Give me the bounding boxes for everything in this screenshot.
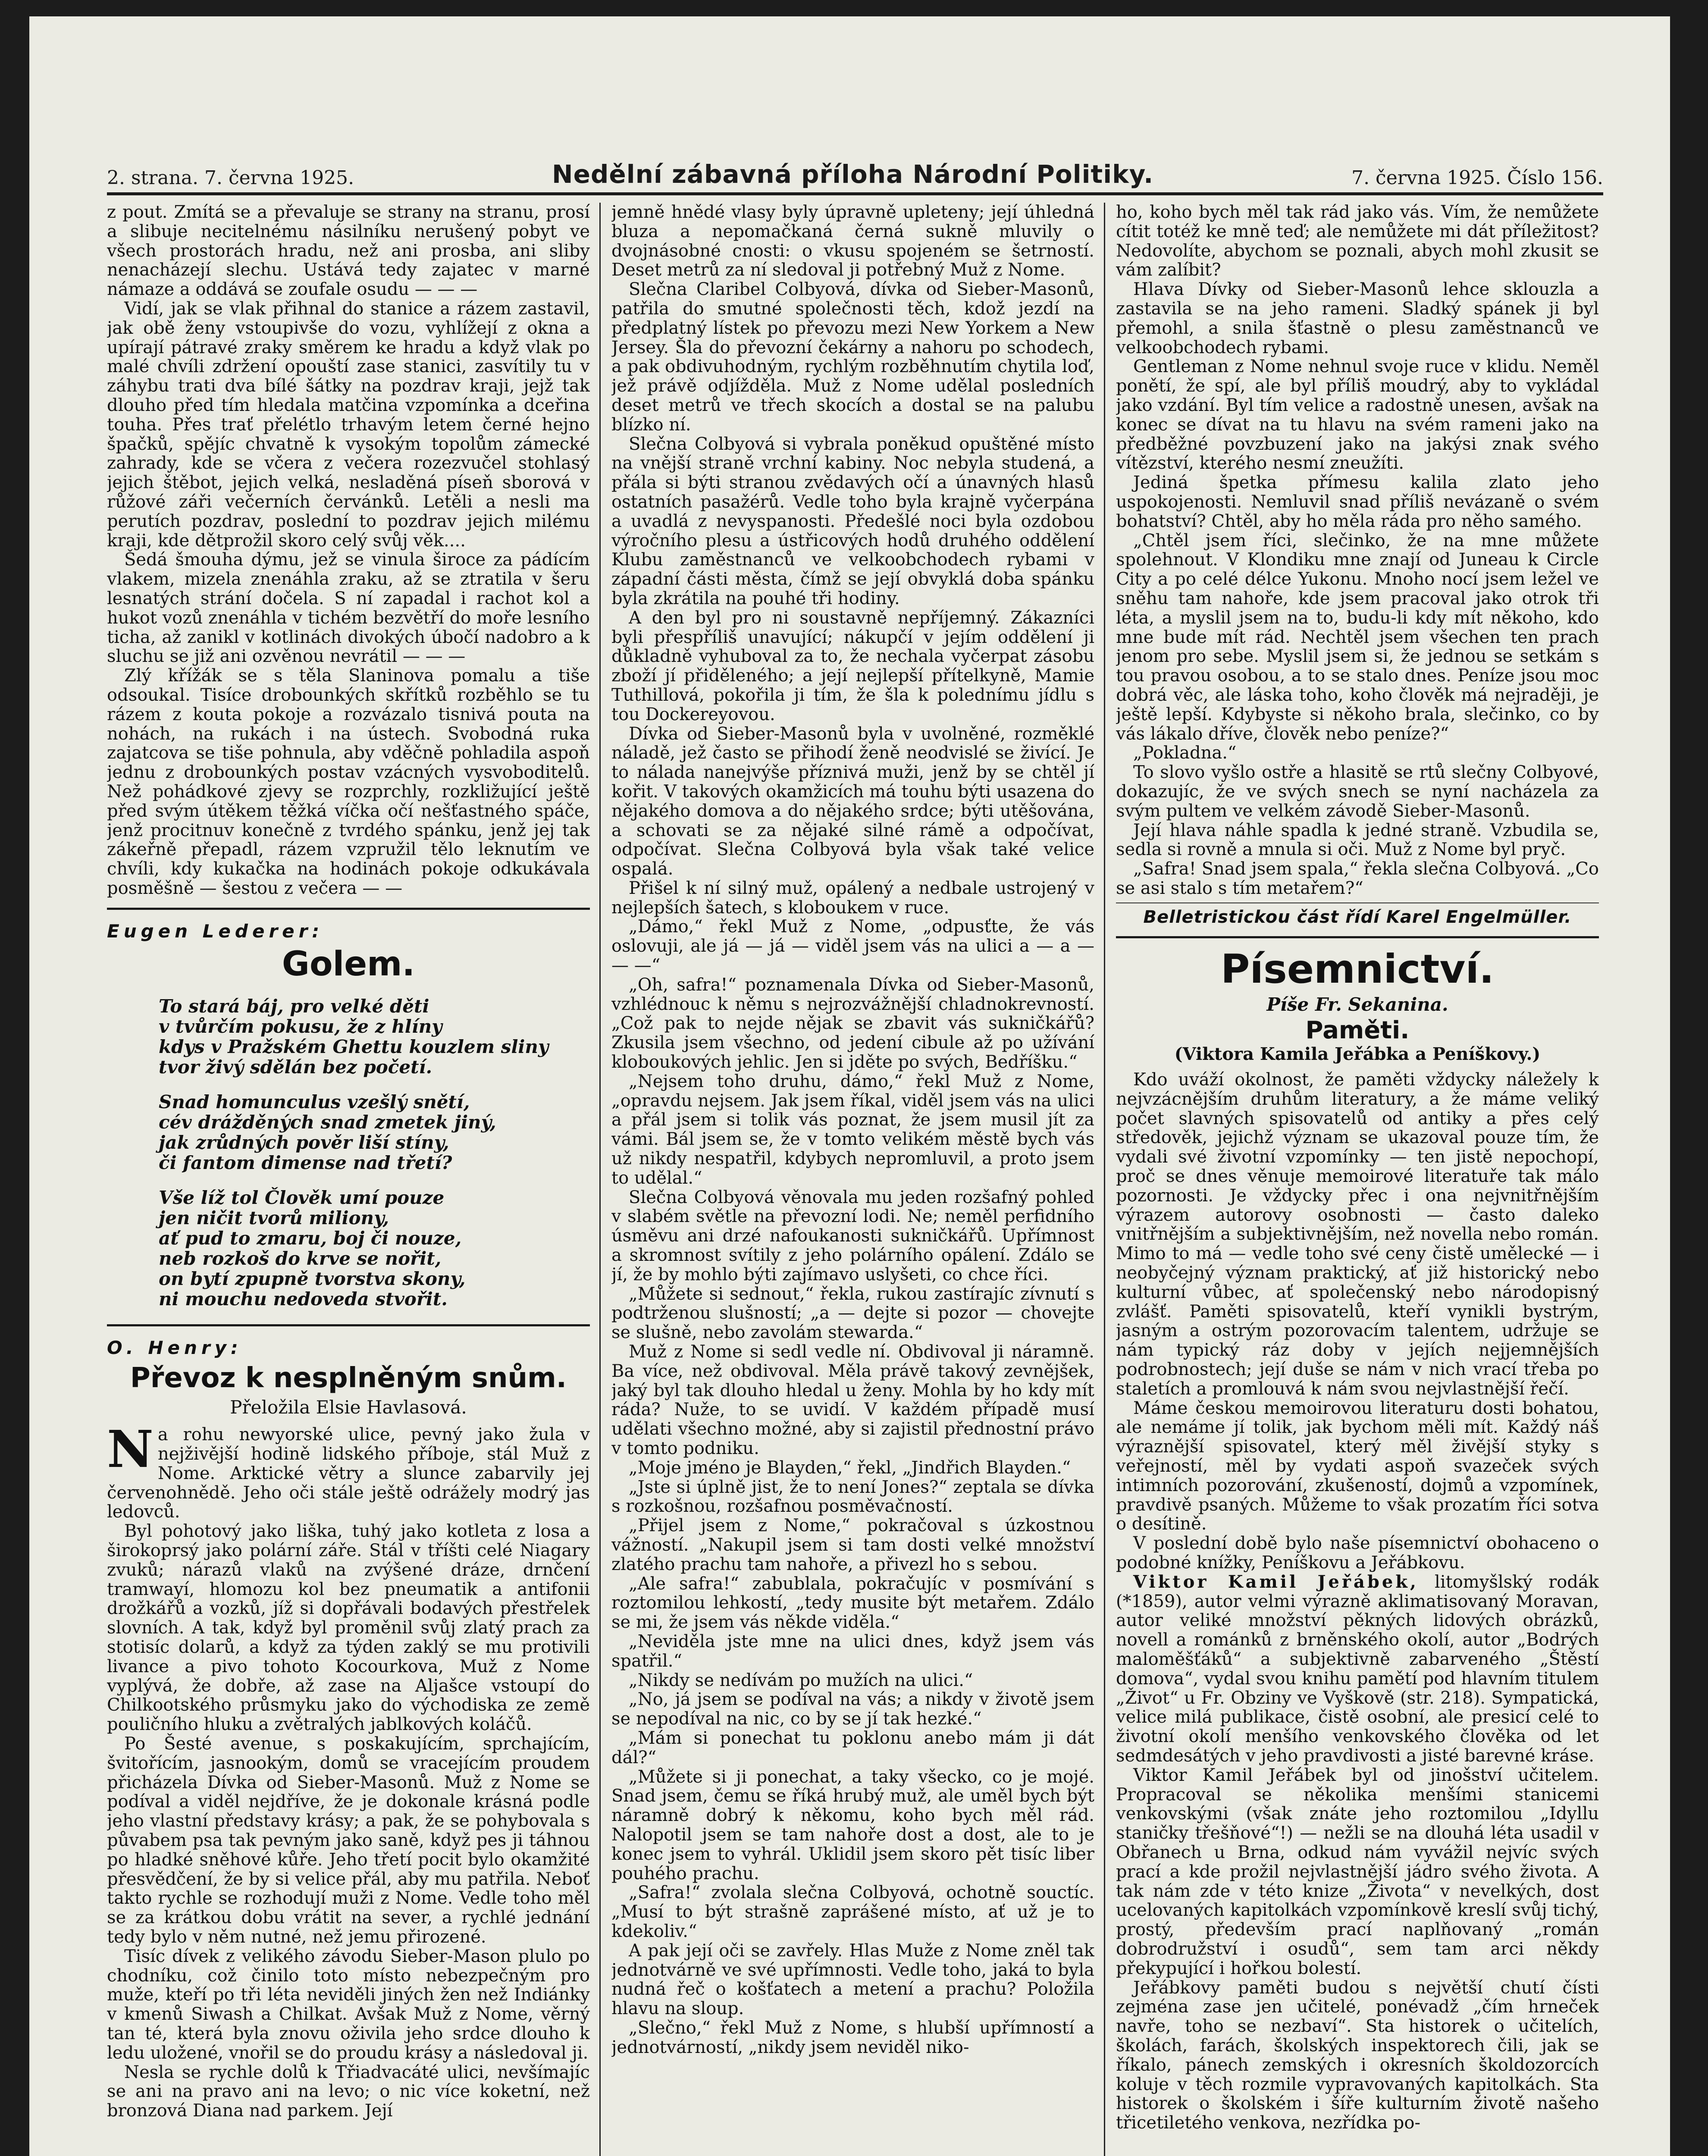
paragraph: Nesla se rychle dolů k Třiadvacáté ulici, nevšímajíc se ani na pravo ani na levo; o nic více koketní, než bronzová Diana nad parkem. Její xyxy=(107,2062,590,2121)
paragraph: „Ale safra!“ zabublala, pokračujíc v posmívání s roztomilou lehkostí, „tedy musite být metařem. Zdálo se mi, že jsem vás někde viděla.“ xyxy=(611,1573,1094,1633)
paragraph: „Můžete si ji ponechat, a taky všecko, co je mojé. Snad jsem, čemu se říká hrubý muž, ale uměl bych být náramně dobrý k někomu, koho bych měl rád. Nalopotil jsem se tam nahoře dost a dost, ale to je konec jsem to vyhrál. Uklidil jsem skoro pět tisíc liber pouhého prachu. xyxy=(611,1767,1094,1883)
paragraph: „Dámo,“ řekl Muž z Nome, „odpusťte, že vás oslovuji, ale já — já — viděl jsem vás na ulici a — a — — —“ xyxy=(611,917,1094,976)
paragraph: Viktor Kamil Jeřábek byl od jinošství učitelem. Propracoval se několika menšími stanicemi venkovskými (však znáte jeho roztomilou „Idyllu staničky třešňové“!) — nežli se na dlouhá léta usadil v Obřanech u Brna, odkud nám vyvážil nejvíc svých prací a kde prožil nejvlastnější jádro svého života. A tak nám zde v této knize „Života“ v nevelkých, dost ucelovaných kapitolkách vzpomínkově kreslí svůj tichý, prostý, především prací naplňovaný „román dobrodružství i osudů“, sem tam arci někdy překypující i hořkou bolestí. xyxy=(1116,1765,1599,1978)
section-byline: Píše Fr. Sekanina. xyxy=(1266,993,1448,1015)
poem-stanza xyxy=(159,1092,590,1173)
paragraph: V poslední době bylo naše písemnictví obohaceno o podobné knížky, Peníškovu a Jeřábkovu. xyxy=(1116,1533,1599,1573)
paragraph: Slečna Claribel Colbyová, dívka od Sieber-Masonů, patřila do smutné společnosti těch, kdož jezdí na předplatný lístek po převozu mezi New Yorkem a New Jersey. Šla do převozní čekárny a nahoru po schodech, a pak obdivuhodným, rychlým rozběhnutím chytila loď, jež právě odjížděla. Muž z Nome udělal posledních deset metrů ve třech skocích a dostal se na palubu blízko ní. xyxy=(611,279,1094,435)
paragraph xyxy=(1116,1573,1599,1766)
paragraph: „Moje jméno je Blayden,“ řekl, „Jindřich Blayden.“ xyxy=(629,1457,1071,1478)
paragraph: „Safra! Snad jsem spala,“ řekla slečna Colbyová. „Co se asi stalo s tím metařem?“ xyxy=(1116,859,1599,898)
paragraph: Slečna Colbyová si vybrala poněkud opuštěné místo na vnější straně vrchní kabiny. Noc nebyla studená, a přála si býti stranou zvědavých očí a únavných hlasů ostatních pasažérů. Vedle toho byla krajně vyčerpána a uvadlá z nevyspanosti. Předešlé noci byla ozdobou výročního plesu a ústřicových hodů druhého oddělení Klubu zaměstnanců ve velkoobchodech rybami v západní části města, čímž se její obvyklá doba spánku byla zkrátila na pouhé tři hodiny. xyxy=(611,434,1094,608)
poem-line: jen ničit tvorů miliony, xyxy=(159,1207,389,1229)
header-masthead: Nedělní zábavná příloha Národní Politiky. xyxy=(552,160,1154,189)
paragraph: jemně hnědé vlasy byly úpravně upleteny; její úhledná bluza a nepomačkaná černá sukně mluvily o dvojnásobné cnosti: o vkusu spojeném se šetrností. Deset metrů za ní sledoval ji potřebný Muž z Nome. xyxy=(611,203,1094,280)
poem-line: cév drážděných snad zmetek jiný, xyxy=(159,1112,496,1133)
editor-note: Belletristickou část řídí Karel Engelmüller. xyxy=(1143,907,1572,927)
poem-title: Golem. xyxy=(282,944,415,984)
column-divider xyxy=(599,203,601,2156)
paragraph: z pout. Zmítá se a převaluje se strany na stranu, prosí a slibuje necitelnému násilníku nerušený pobyt ve všech prostorách hradu, než ani prosba, ani sliby nenacházejí slechu. Ustává tedy zajatec v marné námaze a oddává se zoufale osudu — — — xyxy=(107,203,590,300)
drop-cap: N xyxy=(107,1419,154,1479)
paragraph: Vidí, jak se vlak přihnal do stanice a rázem zastavil, jak obě ženy vstoupivše do vozu, vyhlížejí z okna a upírají pátravé zraky směrem ke hradu a když vlak po malé chvíli zdržení opouští zase stanici, zasvítily tu v záhybu trati dva bílé šátky na pozdrav kraji, jejž tak dlouho před tím hledala matčina vzpomínka a dceřina touha. Přes trať přelétlo trhavým letem černé hejno špačků, spějíc chvatně k vysokým topolům zámecké zahrady, kde se včera z večera rozezvučel stohlasý jejich štěbot, jejich velká, nesladěná píseň sborová v růžové záři večerních červánků. Letěli a nesli ma perutích pozdrav, poslední to pozdrav jejich milému kraji, kde dětprožil skoro celý svůj věk.... xyxy=(107,298,590,551)
paragraph: „Oh, safra!“ poznamenala Dívka od Sieber-Masonů, vzhlédnouc k němu s nejrozvážnější chladnokrevností. „Což pak to nejde nějak se zbavit vás sukničkářů? Zkusila jsem všechno, od jedení cibule až po užívání kloboukových jehlic. Jen si jděte po svých, Bedříšku.“ xyxy=(611,975,1094,1072)
section-divider xyxy=(1116,936,1599,938)
poem-line: neb rozkoš do krve se nořit, xyxy=(159,1248,442,1269)
header-date-left: 2. strana. 7. června 1925. xyxy=(107,167,354,189)
paragraph: ho, koho bych měl tak rád jako vás. Vím, že nemůžete cítit totéž ke mně teď; ale nemůžete mi dát příležitost? Nedovolíte, abychom se poznali, abych mohl zkusit se vám zalíbit? xyxy=(1116,203,1599,280)
paragraph: Po Šesté avenue, s poskakujícím, sprchajícím, švitořícím, jasnookým, domů se vracejícím proudem přicházela Dívka od Sieber-Masonů. Muž z Nome se podíval a viděl nejdříve, že je dokonale krásná podle jeho vlastní představy krásy; a pak, že se pohybovala s půvabem psa tak pevným jako saně, když pes ji táhnou po hladké sněhové kůře. Jeho třetí pocit bylo okamžité přesvědčení, že by si velice přál, aby mu patřila. Neboť takto rychle se rozhodují muži z Nome. Vedle toho měl se za krátkou dobu vrátit na sever, a rychlé jednání tedy bylo v něm nutné, než jemu přirozené. xyxy=(107,1734,590,1947)
paragraph: Máme českou memoirovou literaturu dosti bohatou, ale nemáme jí tolik, jak bychom měli mít. Každý náš výraznější spisovatel, který měl živější styky s veřejností, měl by vydati aspoň svazeček svých intimních pozorování, zkušeností, dojmů a vzpomínek, pravdivě psaných. Můžeme to však prozatím říci sotva o desítině. xyxy=(1116,1398,1599,1534)
paragraph: „No, já jsem se podíval na vás; a nikdy v životě jsem se nepodíval na nic, co by se jí tak hezké.“ xyxy=(611,1689,1094,1729)
paragraph: A den byl pro ni soustavně nepříjemný. Zákazníci byli přespříliš unavující; nákupčí v jejím oddělení ji důkladně vyhuboval za to, že nechala vyčerpat zásobu zboží jí přiděleného; a její nejlepší přítelkyně, Mamie Tuthillová, pokořila ji tím, že šla k polednímu jídlu s tou Dockereyovou. xyxy=(611,608,1094,724)
poem-line: ni mouchu nedoveda stvořit. xyxy=(159,1288,448,1310)
story-translator: Přeložila Elsie Havlasová. xyxy=(230,1397,467,1418)
poem xyxy=(159,996,590,1309)
section-divider xyxy=(107,908,590,910)
paragraph: Slečna Colbyová věnovala mu jeden rozšafný pohled v slabém světle na převozní lodi. Ne; neměl perfidního úsměvu ani drzé nafoukanosti sukničkářů. Upřímnost a skromnost svítily z jeho polárního opálení. Zdálo se jí, že by mohlo býti zajímavo uslyšeti, co chce říci. xyxy=(611,1187,1094,1285)
column-3 xyxy=(1116,203,1599,2156)
paragraph: Kdo uváží okolnost, že paměti vždycky náležely k nejvzácnějším druhům literatury, a že máme veliký počet slavných spisovatelů od antiky a přes celý středověk, jejichž význam se ukazoval pouze tím, že vydali své životní vzpomínky — ten jistě nepochopí, proč se dnes věnuje memoirové literatuře tak málo pozornosti. Je vždycky přec i ona nejvnitřnějším výrazem autorovy osobnosti — často daleko vnitřnějším a subjektivnějším, než novella nebo román. Mimo to má — vedle toho své ceny čistě umělecké — i neobyčejný význam praktický, ať již historický nebo kulturní vůbec, ať společenský nebo národopisný zvlášť. Paměti spisovatelů, kteří vynikli bystrým, jasným a ostrým pozorovacím talentem, udržuje se nám typický ráz doby v jejích nejjemnějších podrobnostech; její duše se nám v nich vrací třeba po staletích a promlouvá k nám svou nejvlastnější řečí. xyxy=(1116,1070,1599,1399)
poem-stanza xyxy=(159,1188,590,1309)
paragraph: A pak její oči se zavřely. Hlas Muže z Nome zněl tak jednotvárně ve své upřímnosti. Vedle toho, jaká to byla nudná řeč o košťatech a metení a prachu? Položila hlavu na sloup. xyxy=(611,1940,1094,2019)
paragraph: Jediná špetka přímesu kalila zlato jeho uspokojenosti. Nemluvil snad příliš nevázaně o svém bohatství? Chtěl, aby ho měla ráda pro něho samého. xyxy=(1116,473,1599,531)
paragraph: Jeřábkovy paměti budou s největší chutí čísti zejména zase jen učitelé, ponévadž „čím hrneček navře, toho se nezbaví“. Sta historek o učitelích, školách, farách, školských inspektorech čili, jak se říkalo, pánech zemských i okresních školdozorcích koluje v těch rozmile vypravovaných kapitolkách. Sta historek o školském i šíře kulturním životě našeho třicetiletého venkova, nezřídka po- xyxy=(1116,1977,1599,2133)
column-2 xyxy=(611,203,1094,2156)
poem-line: v tvůrčím pokusu, že z hlíny xyxy=(159,1016,442,1037)
paragraph: „Pokladna.“ xyxy=(1133,743,1237,763)
poem-line: ať pud to zmaru, boj či nouze, xyxy=(159,1228,462,1249)
paragraph: „Přijel jsem z Nome,“ pokračoval s úzkostnou vážností. „Nakupil jsem si tam dosti velké množství zlatého prachu tam nahoře, a přivezl ho s sebou. xyxy=(611,1516,1094,1574)
story-title: Převoz k nesplněným snům. xyxy=(130,1362,567,1394)
poem-line: jak zrůdných pověr liší stíny, xyxy=(159,1132,449,1153)
column-divider xyxy=(1104,203,1105,2156)
paragraph: Byl pohotový jako liška, tuhý jako kotleta z losa a širokoprsý jako polární záře. Stál v tříšti celé Niagary zvuků; nárazů vlaků na zvýšené dráze, drnčení tramwayí, hlomozu kol bez pneumatik a antifonii drožkářů a vozků, jíž si dopřávali bodavých přestřelek slovních. A tak, když byl proměnil svůj zlatý prach za stotisíc dolarů, a když za týden zaklý se mu protivili livance a pivo tohoto Kocourkova, Muž z Nome vyplývá, že dobře, až zase na Aljašce vstoupí do Chilkootského průsmyku jako do východiska ze země pouličního hluku a zvětralých jablkových koláčů. xyxy=(107,1521,590,1735)
paragraph: Šedá šmouha dýmu, jež se vinula široce za pádícím vlakem, mizela znenáhla zraku, až se ztratila v šeru lesnatých strání dočela. S ní zapadal i rachot kol a hukot vozů znenáhla v tichém bezvětří do moře lesního ticha, až zanikl v kotlinách divokých úbočí nadobro a k sluchu se již ani ozvěnou nevrátil — — — xyxy=(107,550,590,667)
paragraph: „Můžete si sednout,“ řekla, rukou zastírajíc zívnutí s podtrženou slušností; „a — dejte si pozor — chovejte se slušně, nebo zavolám stewarda.“ xyxy=(611,1284,1094,1343)
paragraph: Dívka od Sieber-Masonů byla v uvolněné, rozměklé náladě, jež často se přihodí ženě neodvislé se živící. Je to nálada nanejvýše příznivá muži, jenž by se chtěl jí kořit. V takových okamžicích má touhu býti usazena do nějakého domova a do nějakého srdce; býti utěšována, a schovati se za nějaké silné rámě a odpočívat, odpočívat. Slečna Colbyová byla však také velice ospalá. xyxy=(611,724,1094,879)
header-rule xyxy=(107,192,1603,195)
column-1 xyxy=(107,203,590,2156)
paragraph-text: a rohu newyorské ulice, pevný jako žula v nejživější hodině lidského příboje, stál Muž z Nome. Arktické větry a slunce zabarvily jej červenohnědě. Jeho oči stále ještě odrážely modrý jas ledovců. xyxy=(107,1425,590,1522)
paragraph: Muž z Nome si sedl vedle ní. Obdivoval ji náramně. Ba více, než obdivoval. Měla právě takový zevnějšek, jaký byl tak dlouho hledal u ženy. Mohla by ho kdy mít ráda? Nuže, to se uvidí. V každém případě musí udělati všechno možné, aby si zajistil přednostní právo v tomto podniku. xyxy=(611,1342,1094,1458)
poem-stanza xyxy=(159,996,590,1077)
article-title: Paměti. xyxy=(1305,1016,1410,1044)
page-header xyxy=(107,146,1603,189)
person-name: Viktor Kamil Jeřábek, xyxy=(1133,1571,1419,1592)
poem-line: To stará báj, pro velké děti xyxy=(159,996,429,1017)
paragraph: „Nikdy se nedívám po mužích na ulici.“ xyxy=(629,1670,973,1690)
paragraph: Hlava Dívky od Sieber-Masonů lehce sklouzla a zastavila se na jeho rameni. Sladký spánek ji byl přemohl, a snila šťastně o plesu zaměstnanců ve velkoobchodech rybami. xyxy=(1116,279,1599,357)
paragraph: Její hlava náhle spadla k jedné straně. Vzbudila se, sedla si rovně a mnula si oči. Muž z Nome byl pryč. xyxy=(1116,820,1599,860)
poem-line: či fantom dimense nad třetí? xyxy=(159,1152,452,1174)
story-author: O. Henry: xyxy=(107,1337,242,1358)
paragraph-text: litomyšlský rodák (*1859), autor velmi výrazně aklimatisovaný Moravan, autor veliké množství pěkných lidových obrázků, novell a románků z brněnského okolí, autor „Bodrých maloměšťáků“ a subjektivně zabarveného „Štěstí domova“, vydal svou knihu pamětí pod hlavním titulem „Život“ u Fr. Obziny ve Vyškově (str. 218). Sympatická, velice milá publikace, čistě osobní, ale presicí celé to životní okolí menšího venkovského člověka od let sedmdesátých v jeho pravdivosti a jisté barevné kráse. xyxy=(1116,1572,1599,1766)
newspaper-page xyxy=(29,16,1670,2156)
paragraph: Gentleman z Nome nehnul svoje ruce v klidu. Neměl ponětí, že spí, ale byl příliš moudrý, aby to vykládal jako vzdání. Byl tím velice a radostně unesen, avšak na konec se dívat na tu hlavu na svém rameni jako na předběžné povzbuzení jako na jakýsi znak svého vítězství, kterého nesmí zneužíti. xyxy=(1116,357,1599,473)
paragraph: Zlý křížák se s těla Slaninova pomalu a tiše odsoukal. Tisíce drobounkých skřítků rozběhlo se tu rázem z kouta pokoje a rozvázalo tisnivá pouta na nohách, na rukách i na ústech. Svobodná ruka zajatcova se tiše pohnula, aby vděčně pohladila aspoň jednu z drobounkých postav vzácných vysvoboditelů. Než pohádkové zjevy se rozprchly, rozkližující ještě před svým útěkem těžká víčka očí nešťastného spáče, jenž procitnuv konečně z tvrdého spánku, jenž jej tak zákeřně přepadl, rázem vzpružil tělo leknutím ve chvíli, kdy kukačka na hodinách pokoje odkukávala posměšně — šestou z večera — — xyxy=(107,666,590,898)
poem-line: tvor živý sdělán bez početí. xyxy=(159,1056,432,1078)
section-title: Písemnictví. xyxy=(1221,946,1494,993)
header-date-issue: 7. června 1925. Číslo 156. xyxy=(1351,167,1603,189)
paragraph: „Jste si úplně jist, že to není Jones?“ zeptala se dívka s rozkošnou, rozšafnou posměvačností. xyxy=(611,1477,1094,1517)
paragraph: „Safra!“ zvolala slečna Colbyová, ochotně souctíc. „Musí to být strašně zaprášené místo, ať už je to kdekoliv.“ xyxy=(611,1883,1094,1941)
paragraph: „Nejsem toho druhu, dámo,“ řekl Muž z Nome, „opravdu nejsem. Jak jsem říkal, viděl jsem vás na ulici a přál jsem si tolik vás poznat, že jsem musil jít za vámi. Bál jsem se, že v tomto velikém městě bych vás už nikdy nespatřil, kdybych nepromluvil, a proto jsem to udělal.“ xyxy=(611,1071,1094,1188)
paragraph: „Chtěl jsem říci, slečinko, že na mne můžete spolehnout. V Klondiku mne znají od Juneau k Circle City a po celé délce Yukonu. Mnoho nocí jsem ležel ve sněhu tam nahoře, kde jsem pracoval jako otrok tři léta, a myslil jsem na to, budu-li kdy mít někoho, kdo mne bude mít rád. Nechtěl jsem všechen ten prach jenom pro sebe. Myslil jsem si, že jednou se setkám s tou pravou osobou, a to se stalo dnes. Peníze jsou moc dobrá věc, ale láska toho, koho člověk má nejraději, je ještě lepší. Kdybyste si někoho brala, slečinko, co by vás lákalo dříve, člověk nebo peníze?“ xyxy=(1116,530,1599,744)
poem-line: on bytí zpupně tvorstva skony, xyxy=(159,1268,466,1290)
article-subtitle: (Viktora Kamila Jeřábka a Peníškovy.) xyxy=(1174,1044,1541,1065)
poem-line: Vše líž tol Člověk umí pouze xyxy=(159,1187,445,1209)
paragraph: „Neviděla jste mne na ulici dnes, když jsem vás spatřil.“ xyxy=(611,1631,1094,1671)
paragraph: „Mám si ponechat tu poklonu anebo mám ji dát dál?“ xyxy=(611,1728,1094,1767)
poem-line: kdys v Pražském Ghettu kouzlem sliny xyxy=(159,1036,549,1058)
poem-author: Eugen Lederer: xyxy=(107,920,324,942)
story-opening xyxy=(107,1419,590,1522)
paragraph: Tisíc dívek z velikého závodu Sieber-Mason plulo po chodníku, což činilo toto místo nebezpečným pro muže, kteří po tři léta neviděli jiných žen než Indiánky v kmenů Siwash a Chilkat. Avšak Muž z Nome, věrný tan té, která byla znovu oživila jeho srdce dlouho k ledu uložené, vnořil se do proudu krásy a následoval ji. xyxy=(107,1946,590,2063)
paragraph: Přišel k ní silný muž, opálený a nedbale ustrojený v nejlepších šatech, s kloboukem v ruce. xyxy=(611,878,1094,918)
paragraph: To slovo vyšlo ostře a hlasitě se rtů slečny Colbyové, dokazujíc, že ve svých snech se nyní nacházela za svým pultem ve velkém závodě Sieber-Masonů. xyxy=(1116,762,1599,821)
paragraph: „Slečno,“ řekl Muž z Nome, s hlubší upřímností a jednotvárností, „nikdy jsem neviděl niko- xyxy=(611,2018,1094,2057)
poem-line: Snad homunculus vzešlý snětí, xyxy=(159,1091,470,1113)
section-divider xyxy=(107,1324,590,1326)
